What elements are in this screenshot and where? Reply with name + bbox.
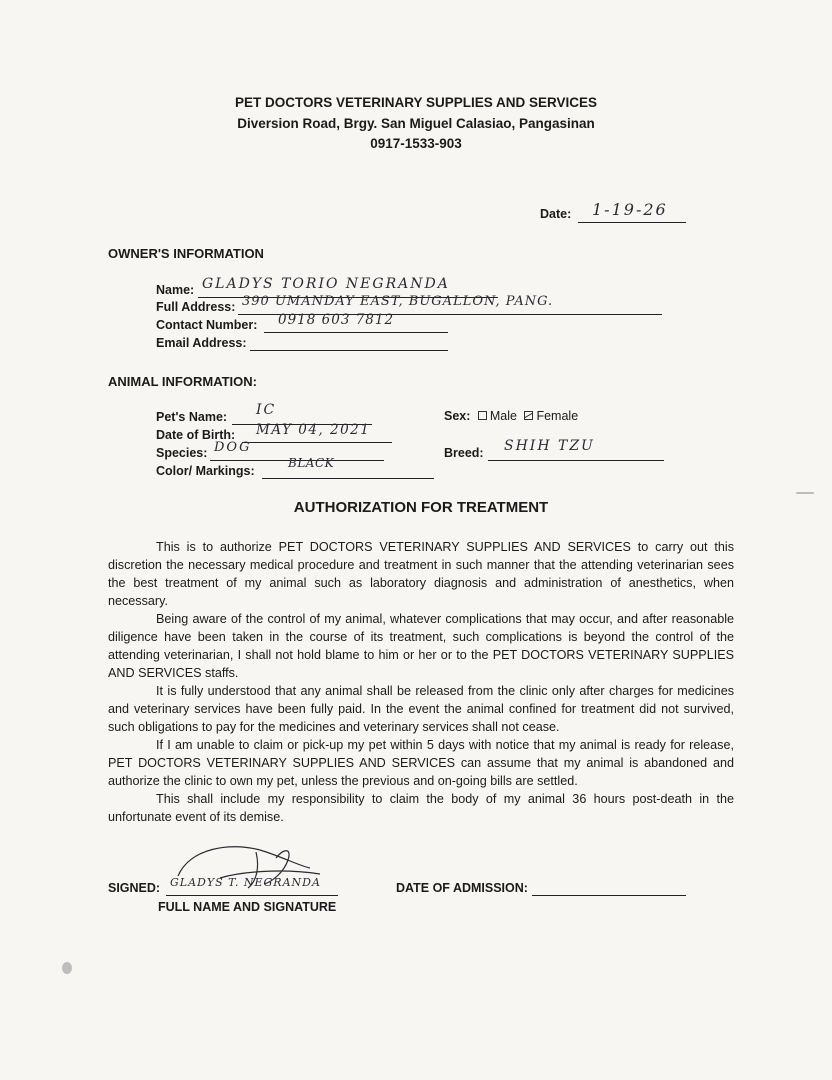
sex-label: Sex:	[444, 409, 471, 423]
color-value: BLACK	[288, 456, 335, 470]
owner-name-value: GLADYS TORIO NEGRANDA	[202, 276, 450, 292]
authorization-title: AUTHORIZATION FOR TREATMENT	[293, 499, 549, 516]
male-option-label: Male	[489, 409, 517, 423]
clinic-name: PET DOCTORS VETERINARY SUPPLIES AND SERVICES	[234, 95, 598, 110]
admission-date-label: DATE OF ADMISSION:	[396, 881, 528, 895]
clinic-address: Diversion Road, Brgy. San Miguel Calasiao, Pangasinan	[237, 116, 595, 131]
female-checkbox[interactable]	[524, 411, 533, 420]
signature-line	[166, 895, 338, 896]
species-label: Species:	[156, 446, 208, 460]
pet-name-label: Pet's Name:	[156, 410, 228, 424]
admission-date-line	[532, 895, 686, 896]
contact-label: Contact Number:	[156, 318, 258, 332]
pet-name-value: IC	[256, 402, 277, 418]
clinic-phone: 0917-1533-903	[370, 136, 462, 151]
authorization-paragraph: If I am unable to claim or pick-up my pet within 5 days with notice that my animal is ready for release, PET DOCTORS VETERINARY SUPPLIES AND SERVICES can assume that my animal is abandoned and authorize the clinic to own my pet, unless the previous and on-going bills are settled.	[108, 738, 734, 788]
breed-value: SHIH TZU	[504, 438, 595, 454]
sex-field	[444, 409, 578, 423]
address-label: Full Address:	[156, 300, 236, 314]
authorization-paragraph: Being aware of the control of my animal, whatever complications that may occur, and after reasonable diligence have been taken in the course of its treatment, such complications is beyond the control of the attending veterinarian, I shall not hold blame to him or her or to the PET DOCTORS VETERINARY SUPPLIES AND SERVICES staffs.	[108, 612, 734, 680]
dob-line	[242, 442, 392, 443]
email-line	[250, 350, 448, 351]
signed-name-value: GLADYS T. NEGRANDA	[170, 876, 321, 889]
color-label: Color/ Markings:	[156, 464, 255, 478]
male-checkbox[interactable]	[478, 411, 487, 420]
animal-info-heading: ANIMAL INFORMATION:	[108, 374, 257, 389]
signature-scribble	[160, 838, 330, 898]
authorization-paragraph: This shall include my responsibility to claim the body of my animal 36 hours post-death in the unfortunate event of its demise.	[108, 792, 734, 824]
color-line	[262, 478, 434, 479]
female-option-label: Female	[536, 409, 579, 423]
authorization-paragraph: It is fully understood that any animal shall be released from the clinic only after charges for medicines and veterinary services have been fully paid. In the event the animal confined for treatment did not survived, such obligations to pay for the medicines and veterinary services shall not cease.	[108, 684, 734, 734]
contact-line	[264, 332, 448, 333]
authorization-paragraph: This is to authorize PET DOCTORS VETERINARY SUPPLIES AND SERVICES to carry out this discretion the necessary medical procedure and treatment in such manner that the attending veterinarian sees the best treatment of my animal such as laboratory diagnosis and administration of anesthetics, when necessary.	[108, 540, 734, 608]
dob-label: Date of Birth:	[156, 428, 236, 442]
date-label: Date:	[540, 207, 572, 221]
dob-value: MAY 04, 2021	[256, 422, 371, 438]
owner-info-heading: OWNER'S INFORMATION	[108, 246, 264, 261]
date-value: 1-19-26	[592, 200, 668, 219]
scan-speck	[796, 492, 814, 494]
scan-speck	[62, 962, 72, 974]
signature-caption: FULL NAME AND SIGNATURE	[158, 900, 337, 914]
authorization-body	[108, 538, 734, 826]
contact-value: 0918 603 7812	[278, 312, 395, 328]
breed-label: Breed:	[444, 446, 484, 460]
signed-label: SIGNED:	[108, 881, 161, 895]
date-line	[578, 222, 686, 223]
owner-name-label: Name:	[156, 283, 195, 297]
breed-line	[488, 460, 664, 461]
species-value: DOG	[214, 440, 252, 455]
address-value: 390 UMANDAY EAST, BUGALLON, PANG.	[242, 294, 554, 309]
email-label: Email Address:	[156, 336, 247, 350]
